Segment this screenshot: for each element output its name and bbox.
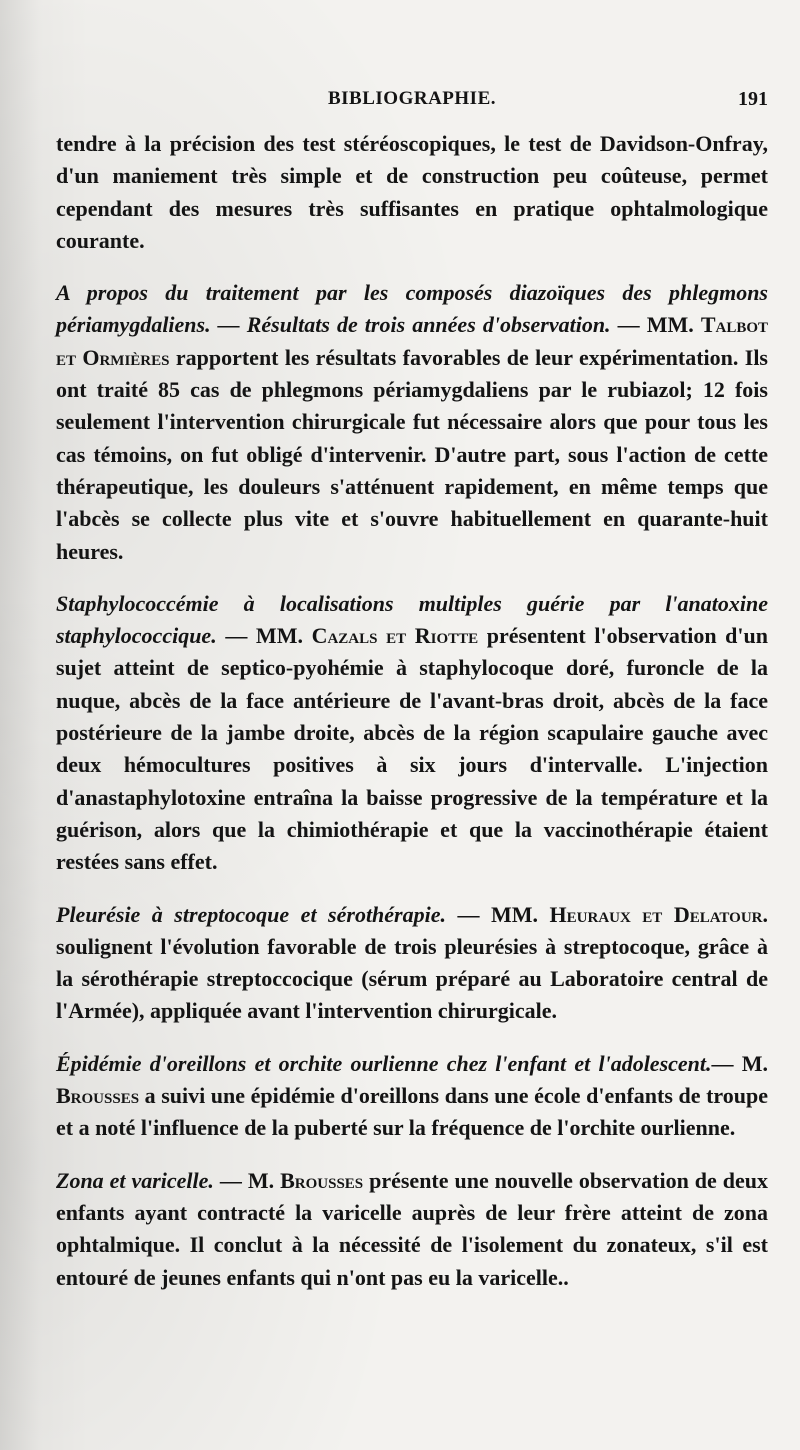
entry-body: soulignent l'évolution favorable de trois pleurésies à streptocoque, grâce à la sérothérapie streptoccocique (sérum préparé au Laboratoire central de l'Armée), appliquée avant l'intervention chirurgicale. [56, 933, 768, 1024]
entry-body: présente une nouvelle observation de deux enfants ayant contracté la varicelle auprès de leur frère atteint de zona ophtalmique. Il conclut à la nécessité de l'isolement du zonateux, s'il est entouré de jeunes enfants qui n'ont pas eu la varicelle.. [56, 1167, 769, 1290]
intro-text: tendre à la précision des test stéréoscopiques, le test de Davidson-Onfray, d'un maniement très simple et de construction peu coûteuse, permet cependant des mesures très suffisantes en pratique ophtalmologique courante. [56, 131, 768, 253]
entry-body: a suivi une épidémie d'oreillons dans une école d'enfants de troupe et a noté l'influence de la puberté sur la fréquence de l'orchite ourlienne. [56, 1083, 768, 1141]
entry-title: Pleurésie à streptocoque et sérothérapie. [56, 901, 446, 927]
entry-authors: Cazals et Riotte [311, 623, 479, 649]
entry-lead: — MM. [446, 901, 550, 927]
running-title: BIBLIOGRAPHIE. [327, 88, 496, 109]
entry-paragraph [56, 899, 768, 1028]
entry-paragraph [56, 277, 768, 568]
intro-paragraph [56, 128, 768, 257]
page-number: 191 [738, 88, 768, 110]
page-header [56, 88, 768, 118]
entry-authors: Talbot et Ormières [56, 312, 769, 370]
entry-title: Staphylococcémie à localisations multiples guérie par l'anatoxine staphylococcique. [56, 590, 768, 649]
entry-authors: Brousses [280, 1167, 364, 1193]
entry-body: présentent l'observation d'un sujet atteint de septico-pyohémie à staphylocoque doré, furoncle de la nuque, abcès de la face antérieure de l'avant-bras droit, abcès de la face postérieure de la jambe droite, abcès de la région scapulaire gauche avec deux hémocultures positives à six jours d'intervalle. L'injection d'anastaphylotoxine entraîna la baisse progressive de la température et la guérison, alors que la chimiothérapie et que la vaccinothérapie étaient restées sans effet. [56, 623, 769, 875]
entry-authors: Heuraux et Delatour. [549, 901, 768, 927]
entry-body: rapportent les résultats favorables de leur expérimentation. Ils ont traité 85 cas de phlegmons périamygdaliens par le rubiazol; 12 fois seulement l'intervention chirurgicale fut nécessaire alors que pour tous les cas témoins, on fut obligé d'intervenir. D'autre part, sous l'action de cette thérapeutique, les douleurs s'atténuent rapidement, en même temps que l'abcès se collecte plus vite et s'ouvre habituellement en quarante-huit heures. [56, 344, 768, 564]
page-body [56, 128, 768, 1294]
entry-title: A propos du traitement par les composés diazoïques des phlegmons périamygdaliens. — Résultats de trois années d'observation. [56, 280, 768, 338]
entry-paragraph [56, 1165, 768, 1294]
entry-lead: — MM. [216, 623, 312, 649]
entry-lead: — M. [711, 1050, 769, 1076]
entry-authors: Brousses [56, 1083, 140, 1109]
entry-title: Zona et varicelle. [56, 1167, 214, 1193]
entry-lead: — MM. [610, 312, 701, 338]
entry-paragraph [56, 588, 768, 879]
entry-lead: — M. [213, 1167, 281, 1193]
entry-title: Épidémie d'oreillons et orchite ourlienne chez l'enfant et l'adolescent. [56, 1050, 712, 1076]
entry-paragraph [56, 1048, 768, 1145]
